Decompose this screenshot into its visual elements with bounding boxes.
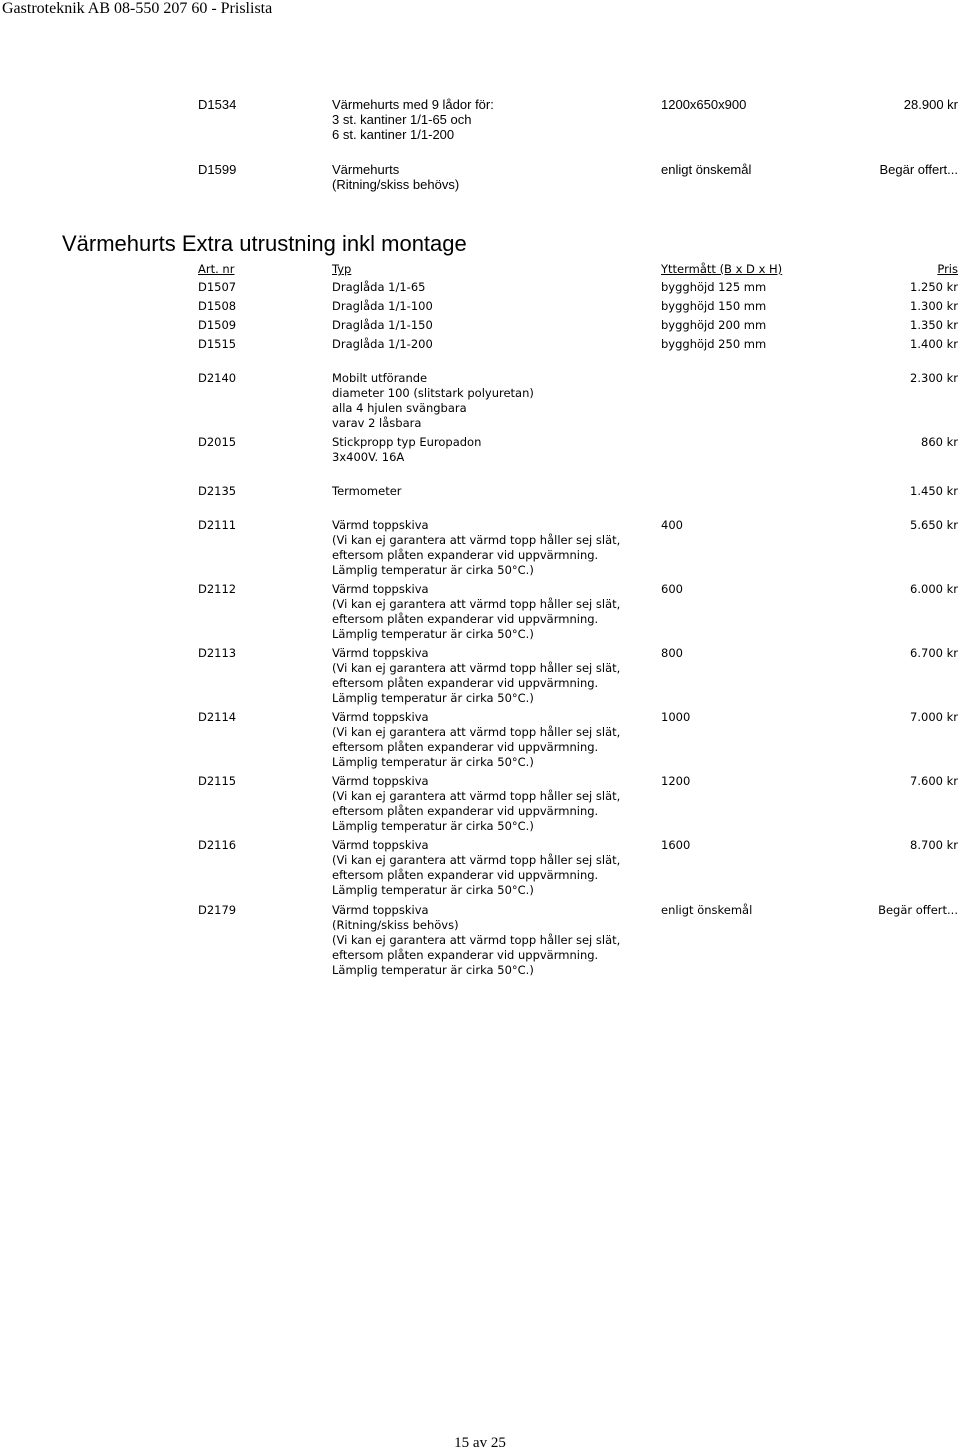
product-dimensions: 1000 xyxy=(661,710,691,724)
product-description: Mobilt utförande diameter 100 (slitstark polyuretan) alla 4 hjulen svängbara varav 2 låsbara xyxy=(332,371,534,430)
art-number: D2115 xyxy=(198,774,237,788)
art-number: D2113 xyxy=(198,646,237,660)
product-type: Draglåda 1/1-150 xyxy=(332,318,433,332)
art-number: D2116 xyxy=(198,838,237,852)
product-description: Värmd toppskiva (Ritning/skiss behövs) (Vi kan ej garantera att värmd topp håller sej slät, eftersom plåten expanderar vid uppvärmning. Lämplig temperatur är cirka 50°C.) xyxy=(332,903,621,977)
product-dimensions: bygghöjd 250 mm xyxy=(661,337,767,351)
product-dimensions: bygghöjd 200 mm xyxy=(661,318,767,332)
product-dimensions: 1200x650x900 xyxy=(661,97,747,112)
product-price: 2.300 kr xyxy=(910,371,958,385)
art-number: D1509 xyxy=(198,318,237,332)
product-price: 5.650 kr xyxy=(910,518,958,532)
product-price: 1.400 kr xyxy=(910,337,958,351)
art-number: D2114 xyxy=(198,710,237,724)
header-yttermatt: Yttermått (B x D x H) xyxy=(661,262,783,276)
product-description: Värmd toppskiva (Vi kan ej garantera att värmd topp håller sej slät, eftersom plåten expanderar vid uppvärmning. Lämplig temperatur är cirka 50°C.) xyxy=(332,646,621,705)
product-description: Värmd toppskiva (Vi kan ej garantera att värmd topp håller sej slät, eftersom plåten expanderar vid uppvärmning. Lämplig temperatur är cirka 50°C.) xyxy=(332,710,621,769)
product-price: 6.700 kr xyxy=(910,646,958,660)
product-price: 1.350 kr xyxy=(910,318,958,332)
product-dimensions: 800 xyxy=(661,646,683,660)
product-price: 7.600 kr xyxy=(910,774,958,788)
art-number: D2112 xyxy=(198,582,237,596)
art-number: D1534 xyxy=(198,97,237,112)
art-number: D1599 xyxy=(198,162,237,177)
product-dimensions: 1200 xyxy=(661,774,691,788)
page-header: Gastroteknik AB 08-550 207 60 - Prislista xyxy=(2,0,273,17)
header-pris: Pris xyxy=(937,262,958,276)
product-price: 860 kr xyxy=(921,435,958,449)
product-price: Begär offert... xyxy=(879,162,958,177)
product-dimensions: 600 xyxy=(661,582,683,596)
product-price: 8.700 kr xyxy=(910,838,958,852)
product-price: 1.300 kr xyxy=(910,299,958,313)
product-description: Värmehurts (Ritning/skiss behövs) xyxy=(332,162,460,192)
page-number: 15 av 25 xyxy=(454,1435,506,1451)
product-price: 1.450 kr xyxy=(910,484,958,498)
art-number: D1508 xyxy=(198,299,237,313)
product-dimensions: 1600 xyxy=(661,838,691,852)
product-type: Draglåda 1/1-200 xyxy=(332,337,433,351)
product-price: 28.900 kr xyxy=(903,97,958,112)
art-number: D1507 xyxy=(198,280,237,294)
product-description: Stickpropp typ Europadon 3x400V. 16A xyxy=(332,435,482,464)
art-number: D2179 xyxy=(198,903,237,917)
art-number: D2135 xyxy=(198,484,237,498)
product-type: Draglåda 1/1-100 xyxy=(332,299,433,313)
product-dimensions: bygghöjd 125 mm xyxy=(661,280,767,294)
product-price: 7.000 kr xyxy=(910,710,958,724)
product-description: Värmd toppskiva (Vi kan ej garantera att värmd topp håller sej slät, eftersom plåten expanderar vid uppvärmning. Lämplig temperatur är cirka 50°C.) xyxy=(332,774,621,833)
product-description: Värmd toppskiva (Vi kan ej garantera att värmd topp håller sej slät, eftersom plåten expanderar vid uppvärmning. Lämplig temperatur är cirka 50°C.) xyxy=(332,582,621,641)
product-description: Termometer xyxy=(332,484,402,498)
product-description: Värmd toppskiva (Vi kan ej garantera att värmd topp håller sej slät, eftersom plåten expanderar vid uppvärmning. Lämplig temperatur är cirka 50°C.) xyxy=(332,838,621,897)
product-price: 1.250 kr xyxy=(910,280,958,294)
art-number: D1515 xyxy=(198,337,237,351)
art-number: D2140 xyxy=(198,371,237,385)
product-type: Draglåda 1/1-65 xyxy=(332,280,426,294)
art-number: D2111 xyxy=(198,518,237,532)
product-description: Värmehurts med 9 lådor för: 3 st. kantiner 1/1-65 och 6 st. kantiner 1/1-200 xyxy=(332,97,494,142)
product-description: Värmd toppskiva (Vi kan ej garantera att värmd topp håller sej slät, eftersom plåten expanderar vid uppvärmning. Lämplig temperatur är cirka 50°C.) xyxy=(332,518,621,577)
product-price: 6.000 kr xyxy=(910,582,958,596)
section-title: Värmehurts Extra utrustning inkl montage xyxy=(62,231,467,256)
header-art-nr: Art. nr xyxy=(198,262,235,276)
product-dimensions: bygghöjd 150 mm xyxy=(661,299,767,313)
product-dimensions: 400 xyxy=(661,518,683,532)
art-number: D2015 xyxy=(198,435,237,449)
header-typ: Typ xyxy=(332,262,352,276)
product-price: Begär offert... xyxy=(878,903,958,917)
product-dimensions: enligt önskemål xyxy=(661,903,753,917)
product-dimensions: enligt önskemål xyxy=(661,162,752,177)
